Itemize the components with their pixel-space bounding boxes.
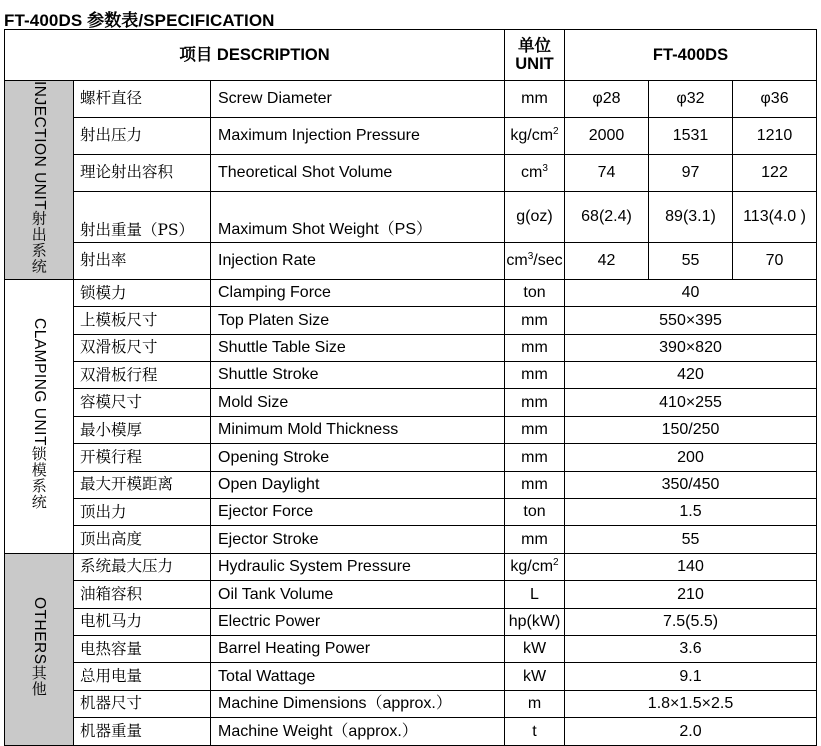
row-value: 550×395: [565, 307, 817, 334]
row-label-en: Maximum Shot Weight（PS）: [211, 191, 505, 242]
row-label-en: Top Platen Size: [211, 307, 505, 334]
row-label-cn: 理论射出容积: [74, 154, 211, 191]
unit-base: cm: [506, 252, 528, 270]
unit-superscript: 3: [527, 251, 534, 263]
table-row: [5, 242, 817, 279]
specification-table: [4, 29, 817, 746]
unit-suffix: /sec: [533, 252, 563, 270]
row-label-en: Theoretical Shot Volume: [211, 154, 505, 191]
row-label-cn: 电机马力: [74, 608, 211, 635]
unit-superscript: 3: [542, 162, 548, 174]
table-row: [5, 81, 817, 118]
description-header: 项目 DESCRIPTION: [5, 30, 505, 81]
table-row: [5, 362, 817, 389]
row-label-en: Electric Power: [211, 608, 505, 635]
row-label-en: Total Wattage: [211, 663, 505, 690]
unit-base: cm: [521, 163, 543, 181]
row-value: 9.1: [565, 663, 817, 690]
row-label-cn: 射出率: [74, 242, 211, 279]
row-value: 1210: [733, 117, 817, 154]
row-value: 1531: [649, 117, 733, 154]
row-label-en: Shuttle Stroke: [211, 362, 505, 389]
row-value: 42: [565, 242, 649, 279]
row-unit: mm: [505, 526, 565, 553]
row-label-en: Maximum Injection Pressure: [211, 117, 505, 154]
row-label-en: Ejector Force: [211, 499, 505, 526]
section-clamping: [5, 279, 74, 553]
row-label-en: Oil Tank Volume: [211, 581, 505, 608]
table-row: [5, 117, 817, 154]
row-label-cn: 最大开模距离: [74, 471, 211, 498]
table-row: [5, 191, 817, 242]
unit-superscript: 2: [553, 126, 559, 138]
row-label-cn: 双滑板尺寸: [74, 334, 211, 361]
row-unit: L: [505, 581, 565, 608]
row-label-cn: 射出重量（PS）: [74, 191, 211, 242]
row-label-en: Open Daylight: [211, 471, 505, 498]
row-label-en: Minimum Mold Thickness: [211, 416, 505, 443]
section-label-cn: 射出系统: [29, 210, 48, 275]
row-value: 122: [733, 154, 817, 191]
row-label-cn: 射出压力: [74, 117, 211, 154]
row-value: 2.0: [565, 718, 817, 745]
row-unit: m: [505, 690, 565, 717]
table-row: [5, 635, 817, 662]
row-label-cn: 油箱容积: [74, 581, 211, 608]
row-label-en: Clamping Force: [211, 279, 505, 306]
table-row: [5, 553, 817, 580]
table-row: [5, 663, 817, 690]
row-label-en: Mold Size: [211, 389, 505, 416]
row-value: 2000: [565, 117, 649, 154]
row-unit: ton: [505, 499, 565, 526]
row-label-en: Hydraulic System Pressure: [211, 553, 505, 580]
row-unit: mm: [505, 444, 565, 471]
unit-base: kg/cm: [510, 127, 554, 145]
row-label-en: Ejector Stroke: [211, 526, 505, 553]
row-value: 200: [565, 444, 817, 471]
row-label-cn: 上模板尺寸: [74, 307, 211, 334]
table-row: [5, 334, 817, 361]
table-row: [5, 416, 817, 443]
row-value: 40: [565, 279, 817, 306]
table-row: [5, 154, 817, 191]
row-value: 7.5(5.5): [565, 608, 817, 635]
row-unit: mm: [505, 81, 565, 118]
page-title: FT-400DS 参数表/SPECIFICATION: [4, 11, 275, 30]
row-value: 410×255: [565, 389, 817, 416]
table-row: [5, 499, 817, 526]
row-label-cn: 系统最大压力: [74, 553, 211, 580]
row-label-en: Screw Diameter: [211, 81, 505, 118]
section-label-cn: 其他: [29, 664, 48, 697]
model-header: FT-400DS: [565, 30, 817, 81]
section-label-en: CLAMPING UNIT: [30, 318, 48, 446]
row-value: 113(4.0 ): [733, 191, 817, 242]
row-unit: mm: [505, 334, 565, 361]
row-label-en: Machine Weight（approx.）: [211, 718, 505, 745]
unit-header-cn: 单位: [518, 36, 551, 55]
unit-base: kg/cm: [510, 558, 554, 576]
row-value: 97: [649, 154, 733, 191]
row-unit: [505, 154, 565, 191]
row-unit: mm: [505, 416, 565, 443]
row-unit: mm: [505, 471, 565, 498]
section-label-en: OTHERS: [30, 597, 48, 665]
row-value: 3.6: [565, 635, 817, 662]
section-label-cn: 锁模系统: [29, 446, 48, 510]
row-value: 390×820: [565, 334, 817, 361]
row-label-en: Injection Rate: [211, 242, 505, 279]
row-label-cn: 开模行程: [74, 444, 211, 471]
table-row: [5, 718, 817, 745]
row-label-en: Shuttle Table Size: [211, 334, 505, 361]
row-value: 420: [565, 362, 817, 389]
row-value: φ28: [565, 81, 649, 118]
row-unit: [505, 242, 565, 279]
table-row: [5, 389, 817, 416]
row-unit: mm: [505, 389, 565, 416]
section-injection: [5, 81, 74, 280]
row-value: 68(2.4): [565, 191, 649, 242]
row-label-cn: 电热容量: [74, 635, 211, 662]
section-others: [5, 553, 74, 745]
row-label-cn: 机器重量: [74, 718, 211, 745]
unit-header: [505, 30, 565, 81]
header-row: [5, 30, 817, 81]
row-value: 210: [565, 581, 817, 608]
row-value: 150/250: [565, 416, 817, 443]
table-row: [5, 444, 817, 471]
row-label-cn: 最小模厚: [74, 416, 211, 443]
row-label-cn: 顶出高度: [74, 526, 211, 553]
row-label-cn: 双滑板行程: [74, 362, 211, 389]
row-unit: t: [505, 718, 565, 745]
row-value: 55: [565, 526, 817, 553]
section-label-en: INJECTION UNIT: [30, 81, 48, 211]
unit-superscript: 2: [553, 557, 559, 569]
row-value: 89(3.1): [649, 191, 733, 242]
row-label-cn: 容模尺寸: [74, 389, 211, 416]
row-label-cn: 顶出力: [74, 499, 211, 526]
row-unit: kW: [505, 663, 565, 690]
row-unit: mm: [505, 307, 565, 334]
row-unit: mm: [505, 362, 565, 389]
table-row: [5, 526, 817, 553]
row-value: 70: [733, 242, 817, 279]
row-value: 1.8×1.5×2.5: [565, 690, 817, 717]
table-row: [5, 307, 817, 334]
row-value: φ36: [733, 81, 817, 118]
row-unit: kW: [505, 635, 565, 662]
row-unit: hp(kW): [505, 608, 565, 635]
row-label-cn: 机器尺寸: [74, 690, 211, 717]
row-unit: [505, 553, 565, 580]
row-label-cn: 锁模力: [74, 279, 211, 306]
row-label-cn: 螺杆直径: [74, 81, 211, 118]
row-label-cn: 总用电量: [74, 663, 211, 690]
table-row: [5, 279, 817, 306]
row-value: φ32: [649, 81, 733, 118]
table-row: [5, 581, 817, 608]
unit-header-en: UNIT: [515, 55, 554, 73]
row-label-en: Opening Stroke: [211, 444, 505, 471]
row-value: 140: [565, 553, 817, 580]
row-value: 55: [649, 242, 733, 279]
row-label-en: Barrel Heating Power: [211, 635, 505, 662]
table-row: [5, 471, 817, 498]
table-row: [5, 690, 817, 717]
row-value: 350/450: [565, 471, 817, 498]
row-value: 1.5: [565, 499, 817, 526]
table-row: [5, 608, 817, 635]
row-unit: [505, 117, 565, 154]
row-label-en: Machine Dimensions（approx.）: [211, 690, 505, 717]
row-unit: ton: [505, 279, 565, 306]
row-unit: g(oz): [505, 191, 565, 242]
row-value: 74: [565, 154, 649, 191]
